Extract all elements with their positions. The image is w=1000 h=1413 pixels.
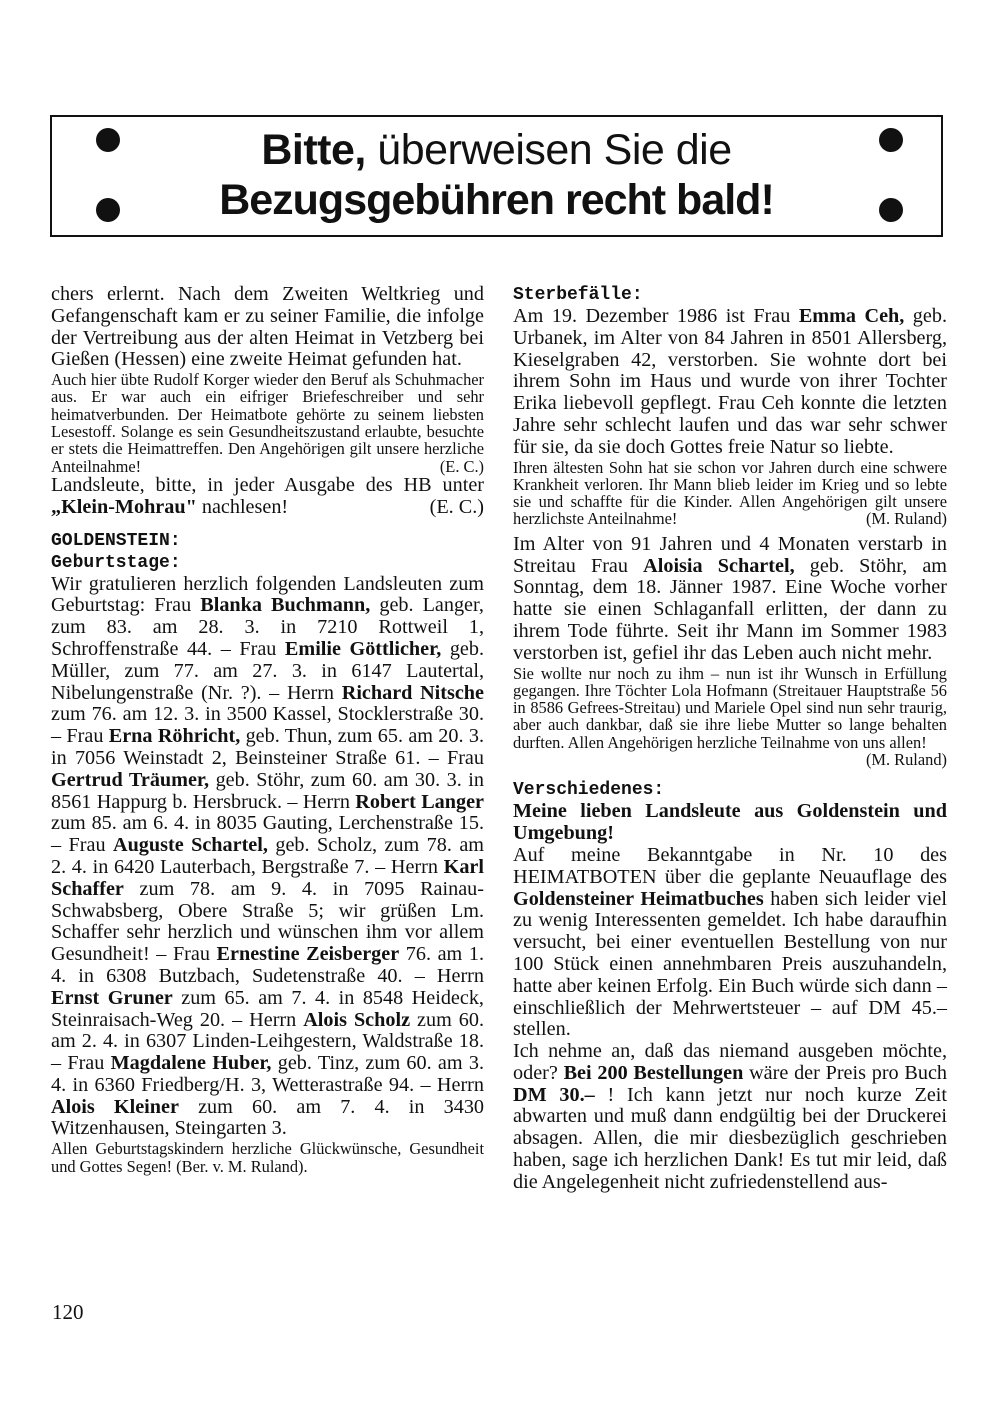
obituary-aloisia-schartel-small: Sie wollte nur noch zu ihm – nun ist ihr Wunsch in Erfüllung gegangen. Ihre Töchter Lola Hofmann (Streitauer Hauptstraße 56 in 8586 Gefrees-Streitau) und Mariele Opel sind nun sehr traurig, aber auch dankbar, daß sie ihre liebe Mutter so lange behalten durften. Allen Angehörigen herzliche Teilnahme von uns allen! (M. Ruland) [513, 663, 947, 770]
obituary-aloisia-schartel: Im Alter von 91 Jahren und 4 Monaten verstarb in Streitau Frau Aloisia Schartel, geb. Stöhr, am Sonntag, dem 18. Jänner 1987. Eine Woche vorher hatte sie einen Schlaganfall erlitten, der dann zu ihrem Tode führte. Seit ihr Mann im Sommer 1983 verstorben ist, gefiel ihr das Leben auch nicht mehr. [513, 532, 948, 664]
banner-line-1: Bitte, überweisen Sie die [261, 126, 732, 174]
announcement-title: Meine lieben Landsleute aus Goldenstein und Umgebung! [513, 800, 947, 845]
banner-line-2: Bezugsgebühren recht bald! [219, 176, 774, 224]
reading-notice: Landsleute, bitte, in jeder Ausgabe des HB unter „Klein-Mohrau" nachlesen! (E. C.) [51, 473, 484, 518]
payment-reminder-banner [50, 115, 943, 237]
author-signature: (E. C.) [429, 495, 484, 518]
author-signature: (E. C.) [439, 456, 484, 476]
left-column [51, 284, 484, 1175]
obituary-emma-ceh-small: Ihren ältesten Sohn hat sie schon vor Jahren durch eine schwere Krankheit verloren. Ihr Mann blieb leider im Krieg und so lebte sie und schaffte für die Kinder. Allen Angehörigen gilt unsere herzlichste Anteilnahme! (M. Ruland) [513, 457, 947, 529]
obituary-emma-ceh: Am 19. Dezember 1986 ist Frau Emma Ceh, geb. Urbanek, im Alter von 84 Jahren in 8501 Allersberg, Kieselgraben 42, verstorben. Sie wohnte dort bei ihrem Sohn im Haus und wurde von ihrer Tochter Erika liebevoll gepflegt. Frau Ceh konnte die letzten Jahre sehr schlecht laufen und das war sehr schwer für sie, da sie doch Gottes freie Natur so liebte. [513, 305, 947, 458]
subheading-sterbefaelle: Sterbefälle: [513, 285, 643, 305]
right-column [513, 284, 947, 1194]
obituary-continuation: chers erlernt. Nach dem Zweiten Weltkrieg und Gefangenschaft kam er zu seiner Familie, die infolge der Vertreibung aus der alten Heimat in Vetzberg bei Gießen (Hessen) eine zweite Heimat gefunden hat. [51, 283, 484, 371]
author-signature: (M. Ruland) [865, 509, 947, 529]
subheading-geburtstage: Geburtstage: [51, 552, 181, 573]
subheading-verschiedenes: Verschiedenes: [513, 780, 665, 801]
section-heading-goldenstein: GOLDENSTEIN: [51, 530, 181, 551]
birthday-list: Wir gratulieren herzlich folgenden Landsleuten zum Geburtstag: Frau Blanka Buchmann, geb. Langer, zum 83. am 28. 3. in 7210 Rottweil 1, Schroffenstraße 44. – Frau Emilie Göttlicher, geb. Müller, zum 77. am 27. 3. in 6147 Lautertal, Nibelungenstraße (Nr. ?). – Herrn Richard Nitsche zum 76. am 12. 3. in 3500 Kassel, Stocklerstraße 30. – Frau Erna Röhricht, geb. Thun, zum 65. am 20. 3. in 7056 Weinstadt 2, Beinsteiner Straße 61. – Frau Gertrud Träumer, geb. Stöhr, zum 60. am 30. 3. in 8561 Happurg b. Hersbruck. – Herrn Robert Langer zum 85. am 6. 4. in 8035 Gauting, Lerchenstraße 15. – Frau Auguste Schartel, geb. Scholz, zum 78. am 2. 4. in 6420 Lauterbach, Bergstraße 7. – Herrn Karl Schaffer zum 78. am 9. 4. in 7095 Rainau-Schwabsberg, Obere Straße 5; wir grüßen Lm. Schaffer sehr herzlich und wünschen ihm vor allem Gesundheit! – Frau Ernestine Zeisberger 76. am 1. 4. in 6308 Butzbach, Sudetenstraße 40. – Herrn Ernst Gruner zum 65. am 7. 4. in 8548 Heideck, Steinraisach-Weg 20. – Herrn Alois Scholz zum 60. am 2. 4. in 6307 Linden-Leihgestern, Waldstraße 18. – Frau Magdalene Huber, geb. Tinz, zum 60. am 3. 4. in 6360 Friedberg/H. 3, Wetterastraße 94. – Herrn Alois Kleiner zum 60. am 7. 4. in 3430 Witzenhausen, Steingarten 3. [51, 572, 485, 1140]
page-number: 120 [52, 1300, 84, 1324]
announcement-heimatbuch: Auf meine Bekanntgabe in Nr. 10 des HEIMATBOTEN über die geplante Neuauflage des Goldensteiner Heimatbuches haben sich leider viel zu wenig Interessenten gemeldet. Ich habe daraufhin versucht, bei einer eventuellen Bestellung von nur 100 Stück einen annehmbaren Preis auszuhandeln, hatte aber keinen Erfolg. Ein Buch würde sich dann – einschließlich der Mehrwertsteuer – auf DM 45.– stellen. [513, 843, 947, 1041]
obituary-small-text: Auch hier übte Rudolf Korger wieder den Beruf als Schuhmacher aus. Er war auch ein eifriger Briefeschreiber und sehr heimatverbunden. Der Heimatbote gehörte zu seinem liebsten Lesestoff. Solange es sein Gesundheitszustand erlaubte, besuchte er stets die Heimattreffen. Den Angehörigen gilt unsere herzliche Anteilnahme! (E. C.) [51, 370, 484, 476]
announcement-price: Ich nehme an, daß das niemand ausgeben möchte, oder? Bei 200 Bestellungen wäre der Preis pro Buch DM 30.– ! Ich kann jetzt nur noch kurze Zeit abwarten und muß dann endgültig bei der Druckerei absagen. Allen, die mir diesbezüglich geschrieben haben, sage ich herzlichen Dank! Es tut mir leid, daß die Angelegenheit nicht zufriedenstellend aus- [513, 1040, 947, 1193]
birthday-closing: Allen Geburtstagskindern herzliche Glückwünsche, Gesundheit und Gottes Segen! (Ber. v. M. Ruland). [51, 1139, 484, 1176]
author-signature: (M. Ruland) [865, 750, 947, 770]
